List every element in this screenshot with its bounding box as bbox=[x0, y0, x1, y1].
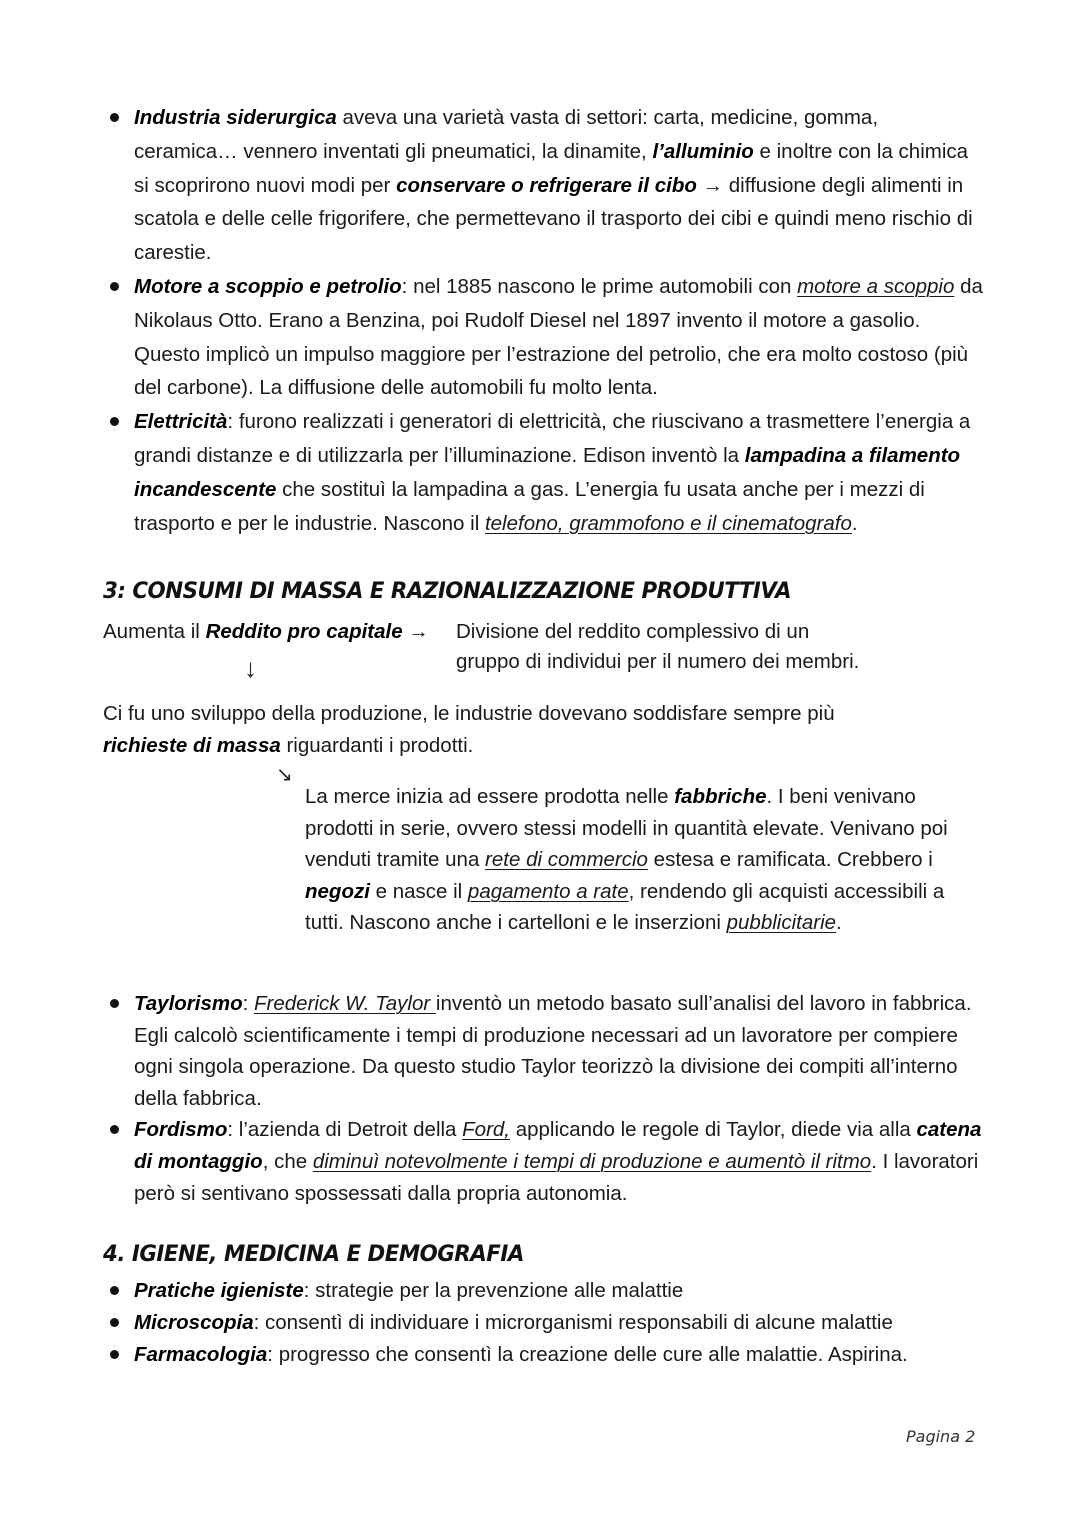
text: . bbox=[851, 511, 858, 535]
text: , rendendo gli acquisti accessibili a tutti. Nascono anche i cartelloni e le inserzioni bbox=[305, 879, 945, 935]
underlined-text: diminuì notevolmente i tempi di produzione e aumentò il ritmo bbox=[312, 1149, 872, 1173]
list-item bbox=[107, 1339, 987, 1371]
term-bold: Farmacologia bbox=[134, 1342, 268, 1366]
arrow-diagonal-icon: ↘ bbox=[276, 764, 293, 786]
underlined-text: pubblicitarie bbox=[726, 911, 837, 935]
production-list bbox=[107, 988, 987, 1209]
term-bold: l’alluminio bbox=[652, 139, 754, 163]
bullet-icon bbox=[110, 1125, 119, 1134]
underlined-text: rete di commercio bbox=[485, 848, 648, 872]
text: : progresso che consentì la creazione delle cure alle malattie. Aspirina. bbox=[267, 1342, 908, 1366]
text: riguardanti i prodotti. bbox=[280, 733, 474, 757]
term-bold: fabbriche bbox=[674, 785, 767, 808]
text: gruppo di individui per il numero dei membri. bbox=[456, 649, 860, 673]
bullet-icon bbox=[110, 282, 119, 291]
page-number: Pagina 2 bbox=[906, 1427, 976, 1446]
arrow-down-icon: ↓ bbox=[244, 653, 257, 683]
term-bold: Fordismo bbox=[134, 1118, 228, 1142]
text: che sostituì la lampadina a gas. L’energia fu usata anche per i mezzi di trasporto e per le industrie. Nascono il bbox=[134, 477, 925, 535]
bullet-icon bbox=[110, 999, 119, 1008]
text: da Nikolaus Otto. Erano a Benzina, poi Rudolf Diesel nel 1897 invento il motore a gasolio. Questo implicò un impulso maggiore per l’estrazione del petrolio, che era molto costoso (più del carbone). La diffusione delle automobili fu molto lenta. bbox=[134, 274, 983, 400]
term-bold: Microscopia bbox=[134, 1310, 254, 1334]
bullet-icon bbox=[110, 113, 119, 122]
text: : consentì di individuare i microrganismi responsabili di alcune malattie bbox=[253, 1310, 893, 1334]
hygiene-list bbox=[107, 1275, 987, 1370]
text: . bbox=[836, 911, 842, 935]
underlined-text: telefono, grammofono e il cinematografo bbox=[484, 511, 852, 535]
term-bold: Motore a scoppio e petrolio bbox=[134, 274, 402, 298]
underlined-text: motore a scoppio bbox=[797, 274, 955, 298]
term-bold: Reddito pro capitale bbox=[205, 620, 403, 643]
text: . I beni venivano prodotti in serie, ovvero stessi modelli in quantità elevate. Venivano poi venduti tramite una bbox=[305, 785, 948, 872]
indented-paragraph bbox=[305, 781, 975, 939]
underlined-text: pagamento a rate bbox=[467, 879, 629, 903]
text: Ci fu uno sviluppo della produzione, le industrie dovevano soddisfare sempre più bbox=[103, 702, 835, 725]
underlined-text: Frederick W. Taylor bbox=[254, 992, 436, 1015]
text: : l’azienda di Detroit della bbox=[227, 1118, 463, 1142]
term-bold: Pratiche igieniste bbox=[134, 1279, 304, 1302]
bullet-icon bbox=[110, 1318, 119, 1327]
text: Divisione del reddito complessivo di un bbox=[456, 620, 810, 643]
text: : bbox=[242, 992, 255, 1015]
definition bbox=[456, 615, 859, 679]
text: inventò un metodo basato sull’analisi del lavoro in fabbrica. Egli calcolò scientificamente i tempi di produzione necessari ad un lavoratore per compiere ogni singola operazione. Da questo studio Taylor teorizzò la divisione dei compiti all’interno della fabbrica. bbox=[134, 992, 972, 1110]
section-heading: 4. IGIENE, MEDICINA E DEMOGRAFIA bbox=[103, 1242, 524, 1267]
section-heading: 3: CONSUMI DI MASSA E RAZIONALIZZAZIONE PRODUTTIVA bbox=[103, 579, 791, 604]
text: → diffusione degli alimenti in scatola e delle celle frigorifere, che permettevano il trasporto dei cibi e quindi meno rischio di carestie. bbox=[134, 173, 973, 265]
production-paragraph bbox=[103, 697, 983, 763]
term-bold: Taylorismo bbox=[134, 992, 243, 1015]
term-bold: catena di montaggio bbox=[134, 1118, 982, 1173]
reddito-line bbox=[103, 615, 429, 649]
text: aveva una varietà vasta di settori: carta, medicine, gomma, ceramica… vennero inventati gli pneumatici, la dinamite, bbox=[134, 106, 879, 163]
text: , che bbox=[262, 1149, 313, 1173]
underlined-text: Ford, bbox=[462, 1118, 511, 1142]
text: e nasce il bbox=[369, 879, 468, 903]
innovations-list bbox=[107, 101, 987, 540]
term-bold: Elettricità bbox=[134, 410, 228, 434]
term-bold: Industria siderurgica bbox=[134, 106, 337, 129]
list-item bbox=[107, 1275, 987, 1307]
list-item bbox=[107, 988, 987, 1114]
list-item bbox=[107, 405, 987, 540]
text: Aumenta il bbox=[103, 620, 206, 643]
text: La merce inizia ad essere prodotta nelle bbox=[305, 785, 675, 808]
list-item bbox=[107, 101, 987, 270]
bullet-icon bbox=[110, 1286, 119, 1295]
text: e inoltre con la chimica si scoprirono nuovi modi per bbox=[134, 139, 969, 197]
term-bold: negozi bbox=[305, 879, 370, 903]
term-bold: richieste di massa bbox=[103, 733, 281, 757]
text: : furono realizzati i generatori di elettricità, che riuscivano a trasmettere l’energia a grandi distanze e di utilizzarla per l’illuminazione. Edison inventò la bbox=[134, 410, 971, 467]
text: : strategie per la prevenzione alle malattie bbox=[303, 1279, 684, 1302]
list-item bbox=[107, 1114, 987, 1209]
text: applicando le regole di Taylor, diede via alla bbox=[510, 1118, 917, 1142]
text: : nel 1885 nascono le prime automobili con bbox=[401, 274, 798, 298]
arrow-right-icon: → bbox=[408, 620, 429, 643]
term-bold: lampadina a filamento incandescente bbox=[134, 443, 961, 501]
list-item bbox=[107, 270, 987, 405]
bullet-icon bbox=[110, 417, 119, 426]
bullet-icon bbox=[110, 1350, 119, 1359]
text: estesa e ramificata. Crebbero i bbox=[647, 848, 933, 872]
list-item bbox=[107, 1307, 987, 1339]
text: . I lavoratori però si sentivano spossessati dalla propria autonomia. bbox=[134, 1149, 979, 1205]
term-bold: conservare o refrigerare il cibo bbox=[396, 173, 697, 197]
